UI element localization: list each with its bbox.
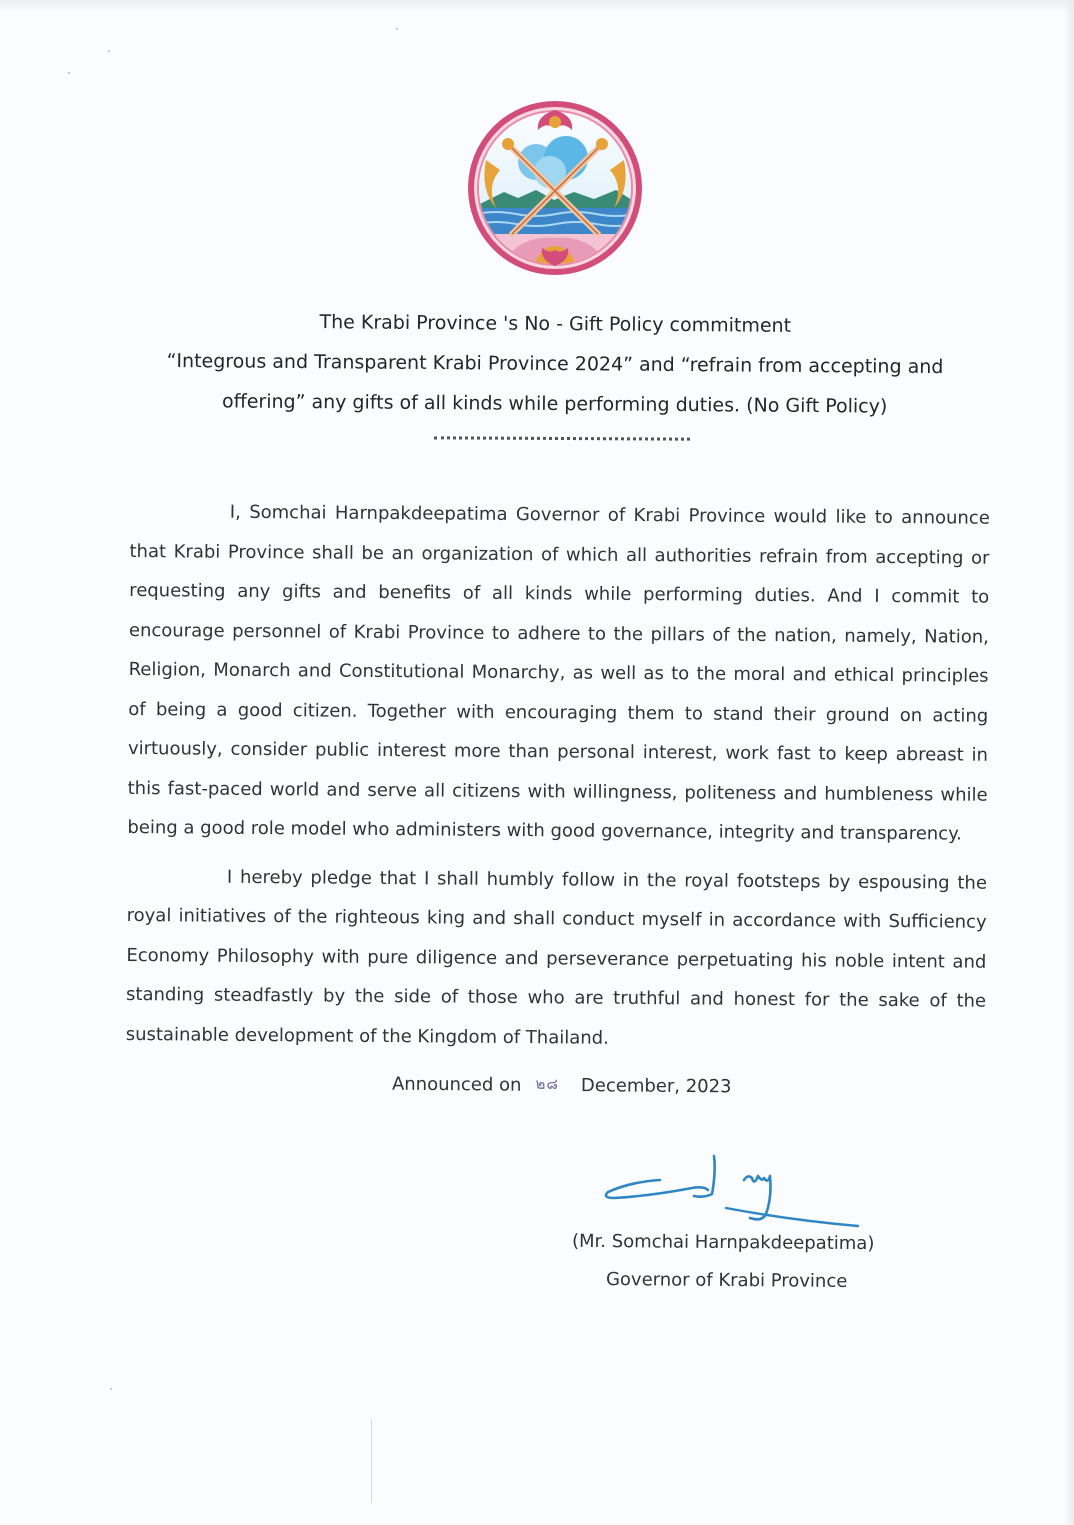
announcement-date — [392, 1071, 732, 1098]
title-line-3: offering” any gifts of all kinds while performing duties. (No Gift Policy) — [221, 390, 888, 418]
krabi-province-seal-icon — [466, 100, 644, 276]
signer-title: Governor of Krabi Province — [605, 1269, 848, 1292]
body-paragraph-1: I, Somchai Harnpakdeepatima Governor of Krabi Province would like to announce that Krabi Province shall be an organization of which all authorities refrain from accepting or requesting any gifts and benefits of all kinds while performing duties. And I commit to encourage personnel of Krabi Province to adhere to the pillars of the nation, namely, Nation, Religion, Monarch and Constitutional Monarchy, as well as to the moral and ethical principles of being a good citizen. Together with encouraging them to stand their ground on acting virtuously, consider public interest more than personal interest, work fast to keep abreast in this fast-paced world and serve all citizens with willingness, politeness and humbleness while being a good role model who administers with good governance, integrity and transparency. — [127, 501, 990, 845]
scan-speck — [108, 50, 110, 52]
title-line-2: “Integrous and Transparent Krabi Province 2024” and “refrain from accepting and — [166, 349, 944, 379]
scan-speck — [110, 1388, 112, 1390]
scan-speck — [396, 28, 398, 30]
handwritten-signature-icon — [600, 1152, 862, 1232]
scan-artifact-line — [371, 1418, 372, 1503]
scan-speck — [68, 72, 70, 74]
signer-name: (Mr. Somchai Harnpakdeepatima) — [571, 1230, 875, 1255]
title-line-1: The Krabi Province 's No - Gift Policy commitment — [319, 311, 792, 337]
dotted-separator — [434, 436, 690, 440]
scan-shadow-top — [0, 0, 1074, 14]
announcement-day: ๒๘ — [535, 1074, 560, 1093]
body-paragraph-2: I hereby pledge that I shall humbly follow in the royal footsteps by espousing the royal initiatives of the righteous king and shall conduct myself in accordance with Sufficiency Economy Philosophy with pure diligence and perseverance perpetuating his noble intent and standing steadfastly by the side of those who are truthful and honest for the sake of the sustainable development of the Kingdom of Thailand. — [125, 866, 988, 1049]
announcement-prefix: Announced on — [391, 1073, 522, 1096]
document-title — [110, 301, 1001, 428]
scan-shadow-right — [1064, 0, 1074, 1525]
document-body — [126, 492, 990, 1061]
announcement-month-year: December, 2023 — [580, 1075, 732, 1098]
